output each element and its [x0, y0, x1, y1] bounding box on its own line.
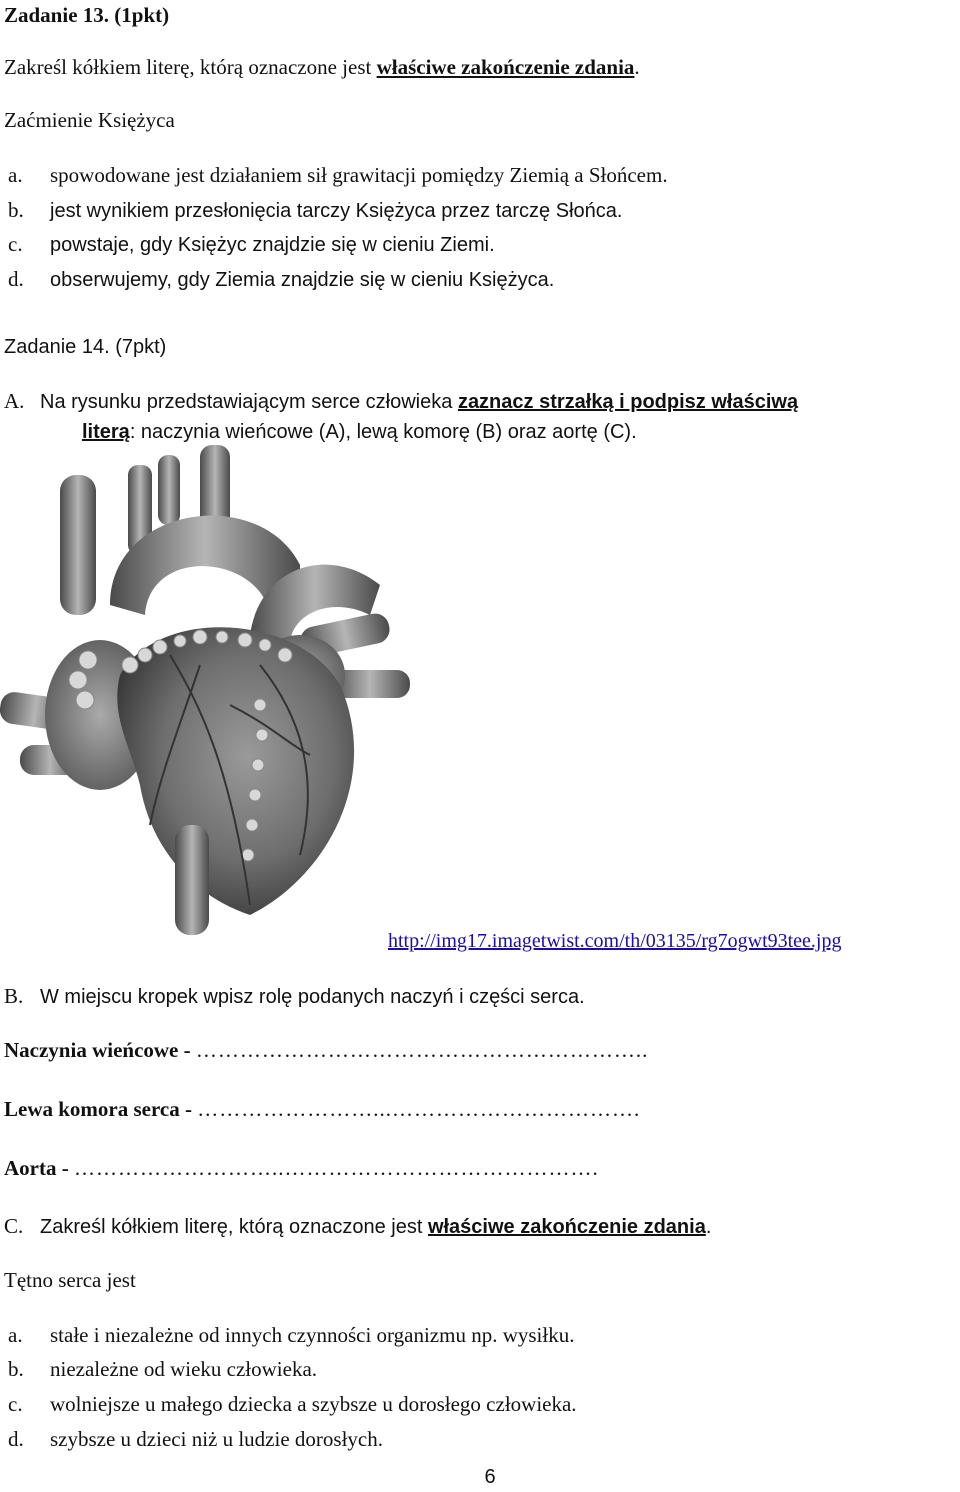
answer-dots[interactable]: ………………………..……………………………………. — [73, 1156, 599, 1180]
vessel-shape — [175, 825, 209, 935]
task13-option-c[interactable] — [8, 231, 495, 258]
task13-stem: Zaćmienie Księżyca — [4, 108, 175, 132]
ventricles-shape — [117, 627, 354, 915]
answer-dots[interactable]: …………………………………………………….. — [195, 1038, 649, 1062]
partC-option-b[interactable] — [8, 1356, 317, 1382]
task14-partA-line2 — [82, 419, 637, 445]
option-text: szybsze u dzieci niż u ludzie dorosłych. — [50, 1427, 383, 1451]
partC-emph: właściwe zakończenie zdania — [427, 1216, 706, 1238]
option-letter: a. — [8, 1323, 23, 1347]
field-left-ventricle[interactable] — [4, 1096, 640, 1122]
partC-text: Zakreśl kółkiem literę, którą oznaczone jest — [40, 1216, 428, 1238]
option-letter: a. — [8, 163, 23, 187]
option-text: powstaje, gdy Księżyc znajdzie się w cieniu Ziemi. — [50, 234, 495, 256]
task14-partC-stem: Tętno serca jest — [4, 1268, 136, 1292]
task14-partA-line1 — [4, 388, 798, 415]
field-label: Aorta - — [4, 1156, 69, 1180]
partC-letter: C. — [4, 1214, 24, 1238]
option-text: stałe i niezależne od innych czynności organizmu np. wysiłku. — [50, 1323, 575, 1347]
answer-dots[interactable]: ……………………...……………………………. — [197, 1097, 641, 1121]
field-coronary-vessels[interactable] — [4, 1037, 648, 1063]
field-aorta[interactable] — [4, 1155, 599, 1181]
option-letter: d. — [8, 1427, 24, 1451]
task13-instruction-emph: właściwe zakończenie zdania — [376, 55, 635, 79]
partC-option-c[interactable] — [8, 1391, 577, 1417]
option-letter: c. — [8, 232, 23, 256]
option-text: niezależne od wieku człowieka. — [50, 1357, 318, 1381]
option-letter: d. — [8, 267, 24, 291]
task13-instruction — [4, 54, 640, 80]
task14-partB — [4, 983, 585, 1010]
vessel-shape — [60, 475, 96, 615]
partA-letter: A. — [4, 389, 25, 413]
partA-text: Na rysunku przedstawiającym serce człowieka — [40, 391, 458, 413]
partA-emph-2: literą — [82, 421, 130, 443]
task13-instruction-end: . — [634, 55, 640, 79]
vessel-shape — [158, 455, 180, 525]
task14-partC — [4, 1213, 711, 1240]
option-text: wolniejsze u małego dziecka a szybsze u dorosłego człowieka. — [50, 1392, 577, 1416]
partC-end: . — [705, 1216, 712, 1238]
partC-option-d[interactable] — [8, 1426, 383, 1452]
image-source-link[interactable] — [388, 928, 842, 954]
partB-text: W miejscu kropek wpisz rolę podanych naczyń i części serca. — [40, 986, 585, 1008]
task13-option-a[interactable] — [8, 162, 668, 188]
option-letter: b. — [8, 1357, 24, 1381]
task13-option-d[interactable] — [8, 266, 554, 293]
option-text: spowodowane jest działaniem sił grawitacji pomiędzy Ziemią a Słońcem. — [50, 163, 668, 187]
partA-emph: zaznacz strzałką i podpisz właściwą — [457, 391, 799, 413]
option-letter: c. — [8, 1392, 23, 1416]
page-number: 6 — [484, 1466, 496, 1488]
field-label: Naczynia wieńcowe - — [4, 1038, 191, 1062]
heart-illustration — [0, 445, 760, 945]
partB-letter: B. — [4, 984, 24, 1008]
option-text: obserwujemy, gdy Ziemia znajdzie się w cieniu Księżyca. — [50, 269, 555, 291]
partC-option-a[interactable] — [8, 1322, 574, 1348]
option-letter: b. — [8, 198, 24, 222]
task14-title: Zadanie 14. (7pkt) — [4, 336, 167, 358]
image-source-link-text[interactable]: http://img17.imagetwist.com/th/03135/rg7ogwt93tee.jpg — [388, 930, 842, 952]
task13-option-b[interactable] — [8, 197, 622, 224]
task13-title: Zadanie 13. (1pkt) — [4, 3, 170, 27]
option-text: jest wynikiem przesłonięcia tarczy Księżyca przez tarczę Słońca. — [50, 200, 623, 222]
partA-text-end: : naczynia wieńcowe (A), lewą komorę (B) oraz aortę (C). — [129, 421, 637, 443]
task13-instruction-text: Zakreśl kółkiem literę, którą oznaczone jest — [4, 55, 377, 79]
field-label: Lewa komora serca - — [4, 1097, 192, 1121]
